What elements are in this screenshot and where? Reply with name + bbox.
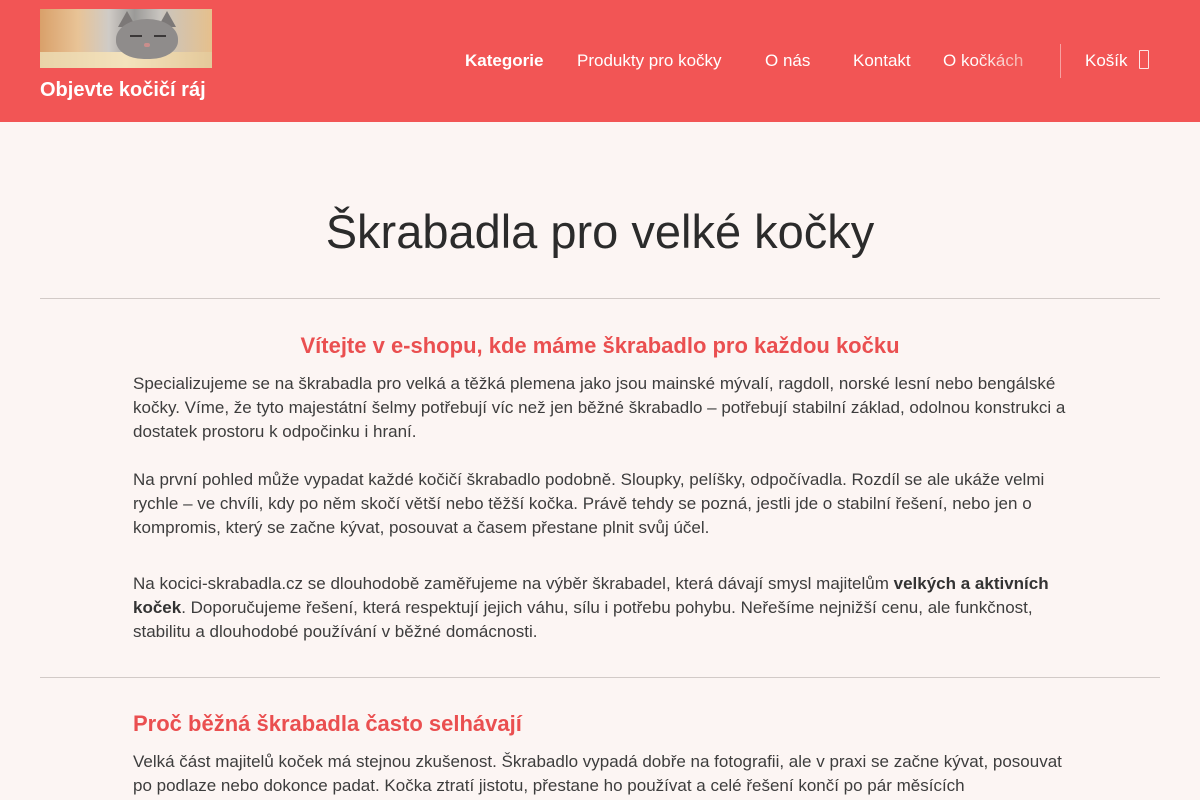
nav-item-produkty[interactable]: Produkty pro kočky	[577, 51, 722, 70]
divider-bottom	[40, 677, 1160, 678]
section-heading: Proč běžná škrabadla často selhávají	[133, 711, 522, 736]
nav-item-kategorie[interactable]: Kategorie	[465, 51, 544, 70]
nav-item-kontakt[interactable]: Kontakt	[853, 51, 911, 70]
section-paragraph: Velká část majitelů koček má stejnou zkušenost. Škrabadlo vypadá dobře na fotografii, ale v praxi se začne kývat, posouvat po podlaze nebo dokonce padat. Kočka ztratí jistotu, přestane ho používat a celé řešení končí po pár měsících	[133, 752, 1062, 795]
site-title[interactable]: Objevte kočičí ráj	[40, 79, 206, 101]
nav-item-o-nas[interactable]: O nás	[765, 51, 811, 70]
intro-paragraph-1: Specializujeme se na škrabadla pro velká a těžká plemena jako jsou mainské mývalí, ragdoll, norské lesní nebo bengálské kočky. Víme, že tyto majestátní šelmy potřebují víc než jen běžné škrabadlo – potřebují stabilní základ, odolnou konstrukci a dostatek prostoru k odpočinku i hraní.	[133, 374, 1066, 441]
cart-icon[interactable]	[1139, 50, 1149, 69]
nav-divider	[1060, 44, 1061, 78]
divider-top	[40, 298, 1160, 299]
nav-item-o-kockach-label: O kočkách	[943, 51, 1024, 70]
page-title: Škrabadla pro velké kočky	[325, 205, 875, 258]
intro-paragraph-3	[133, 572, 1073, 644]
paragraph-3-text-start: Na kocici-skrabadla.cz se dlouhodobě zaměřujeme na výběr škrabadel, která dávají smysl majitelům	[133, 574, 894, 593]
welcome-heading: Vítejte v e-shopu, kde máme škrabadlo pro každou kočku	[300, 333, 900, 358]
site-header	[0, 0, 1200, 122]
cart-link[interactable]: Košík	[1085, 51, 1128, 70]
paragraph-3-bold: velkých a aktivních koček	[133, 574, 1049, 617]
nav-item-o-kockach[interactable]	[943, 51, 1023, 71]
paragraph-3-text-end: . Doporučujeme řešení, která respektují jejich váhu, sílu i potřebu pohybu. Neřešíme nejnižší cenu, ale funkčnost, stabilitu a dlouhodobé používání v běžné domácnosti.	[133, 598, 1033, 641]
intro-paragraph-2: Na první pohled může vypadat každé kočičí škrabadlo podobně. Sloupky, pelíšky, odpočívadla. Rozdíl se ale ukáže velmi rychle – ve chvíli, kdy po něm skočí větší nebo těžší kočka. Právě tehdy se pozná, jestli jde o stabilní řešení, nebo jen o kompromis, který se začne kývat, posouvat a časem přestane plnit svůj účel.	[133, 470, 1045, 537]
main-nav	[0, 0, 1200, 122]
